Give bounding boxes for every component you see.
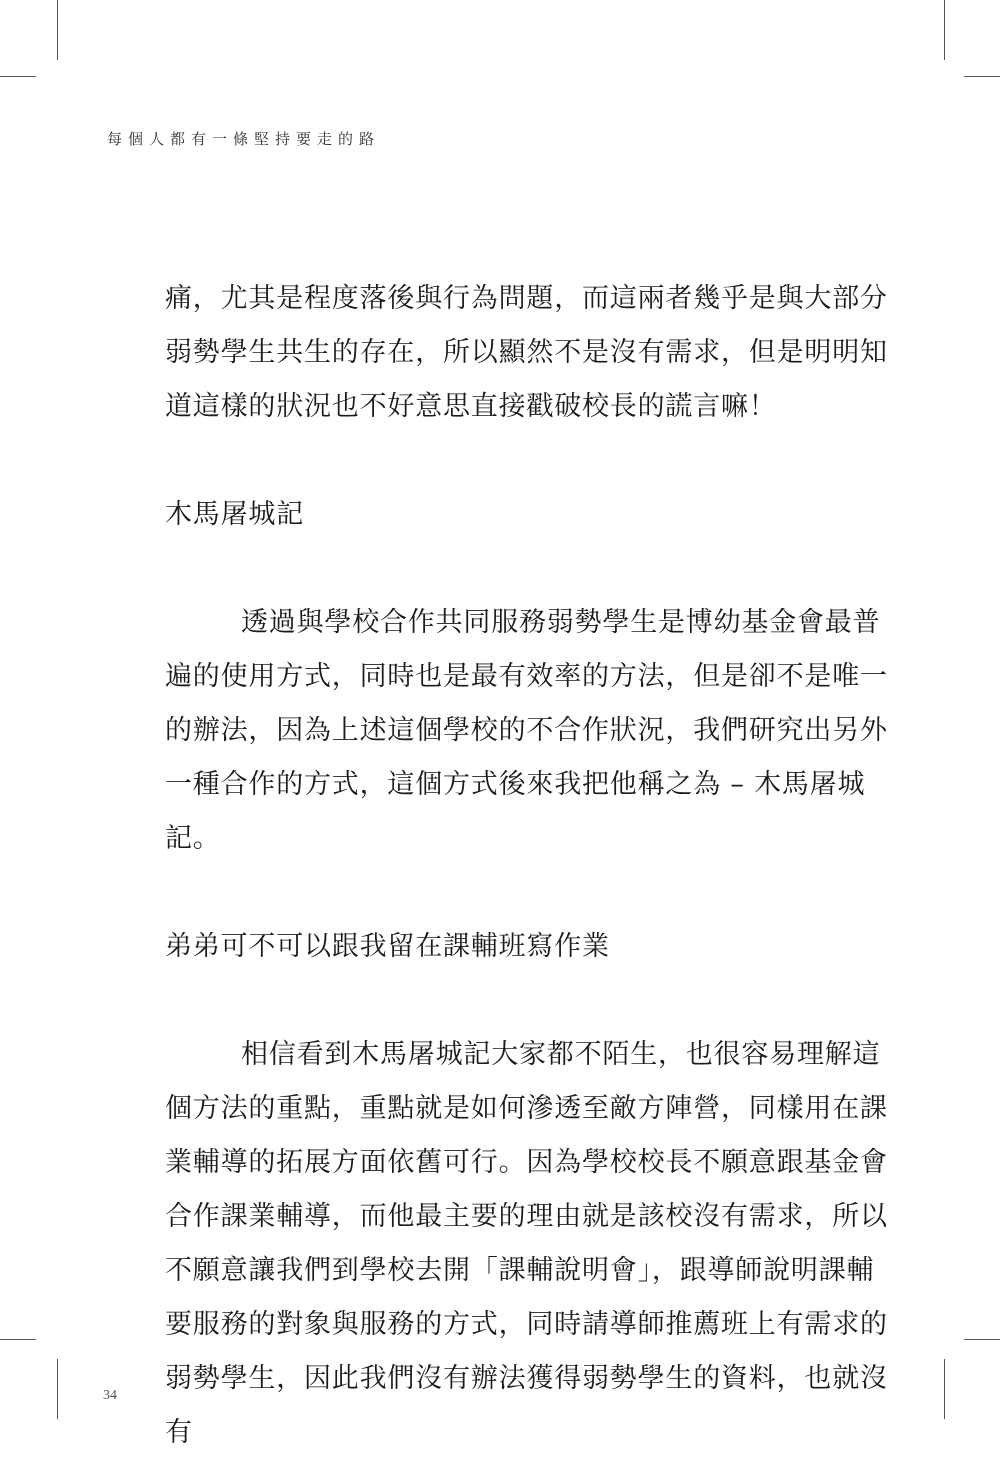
running-header: 每個人都有一條堅持要走的路	[107, 130, 381, 148]
paragraph-line: 業輔導的拓展方面依舊可行。因為學校校長不願意跟基金會	[165, 1147, 888, 1178]
paragraph-line: 記。	[165, 823, 221, 854]
paragraph-line: 痛，尤其是程度落後與行為問題，而這兩者幾乎是與大部分	[165, 283, 888, 314]
crop-mark-top-left-horizontal	[0, 76, 36, 77]
body-text	[165, 272, 888, 1460]
crop-mark-top-right-horizontal	[964, 76, 1000, 77]
paragraph-line: 不願意讓我們到學校去開「課輔說明會」，跟導師說明課輔	[165, 1255, 875, 1286]
crop-mark-bottom-right-vertical	[944, 1359, 945, 1419]
section-heading: 弟弟可不可以跟我留在課輔班寫作業	[165, 931, 610, 962]
section-heading: 木馬屠城記	[165, 499, 304, 530]
crop-mark-bottom-left-vertical	[57, 1359, 58, 1419]
paragraph-line: 弱勢學生共生的存在，所以顯然不是沒有需求，但是明明知	[165, 337, 888, 368]
paragraph-line: 有	[165, 1417, 193, 1448]
paragraph-line: 個方法的重點，重點就是如何滲透至敵方陣營，同樣用在課	[165, 1093, 888, 1124]
paragraph-line: 要服務的對象與服務的方式，同時請導師推薦班上有需求的	[165, 1309, 888, 1340]
crop-mark-top-right-vertical	[944, 0, 945, 60]
paragraph-line: 相信看到木馬屠城記大家都不陌生，也很容易理解這	[241, 1039, 881, 1070]
crop-mark-bottom-left-horizontal	[0, 1339, 36, 1340]
page-number: 34	[103, 1388, 117, 1403]
paragraph-line: 透過與學校合作共同服務弱勢學生是博幼基金會最普	[241, 607, 881, 638]
paragraph-line: 道這樣的狀況也不好意思直接戳破校長的謊言嘛！	[165, 391, 777, 422]
paragraph-line: 的辦法，因為上述這個學校的不合作狀況，我們研究出另外	[165, 715, 888, 746]
paragraph-line: 遍的使用方式，同時也是最有效率的方法，但是卻不是唯一	[165, 661, 888, 692]
paragraph-line: 合作課業輔導，而他最主要的理由就是該校沒有需求，所以	[165, 1201, 888, 1232]
paragraph-line: 弱勢學生，因此我們沒有辦法獲得弱勢學生的資料，也就沒	[165, 1363, 888, 1394]
crop-mark-bottom-right-horizontal	[964, 1339, 1000, 1340]
paragraph-line: 一種合作的方式，這個方式後來我把他稱之為 – 木馬屠城	[165, 769, 866, 800]
crop-mark-top-left-vertical	[57, 0, 58, 60]
